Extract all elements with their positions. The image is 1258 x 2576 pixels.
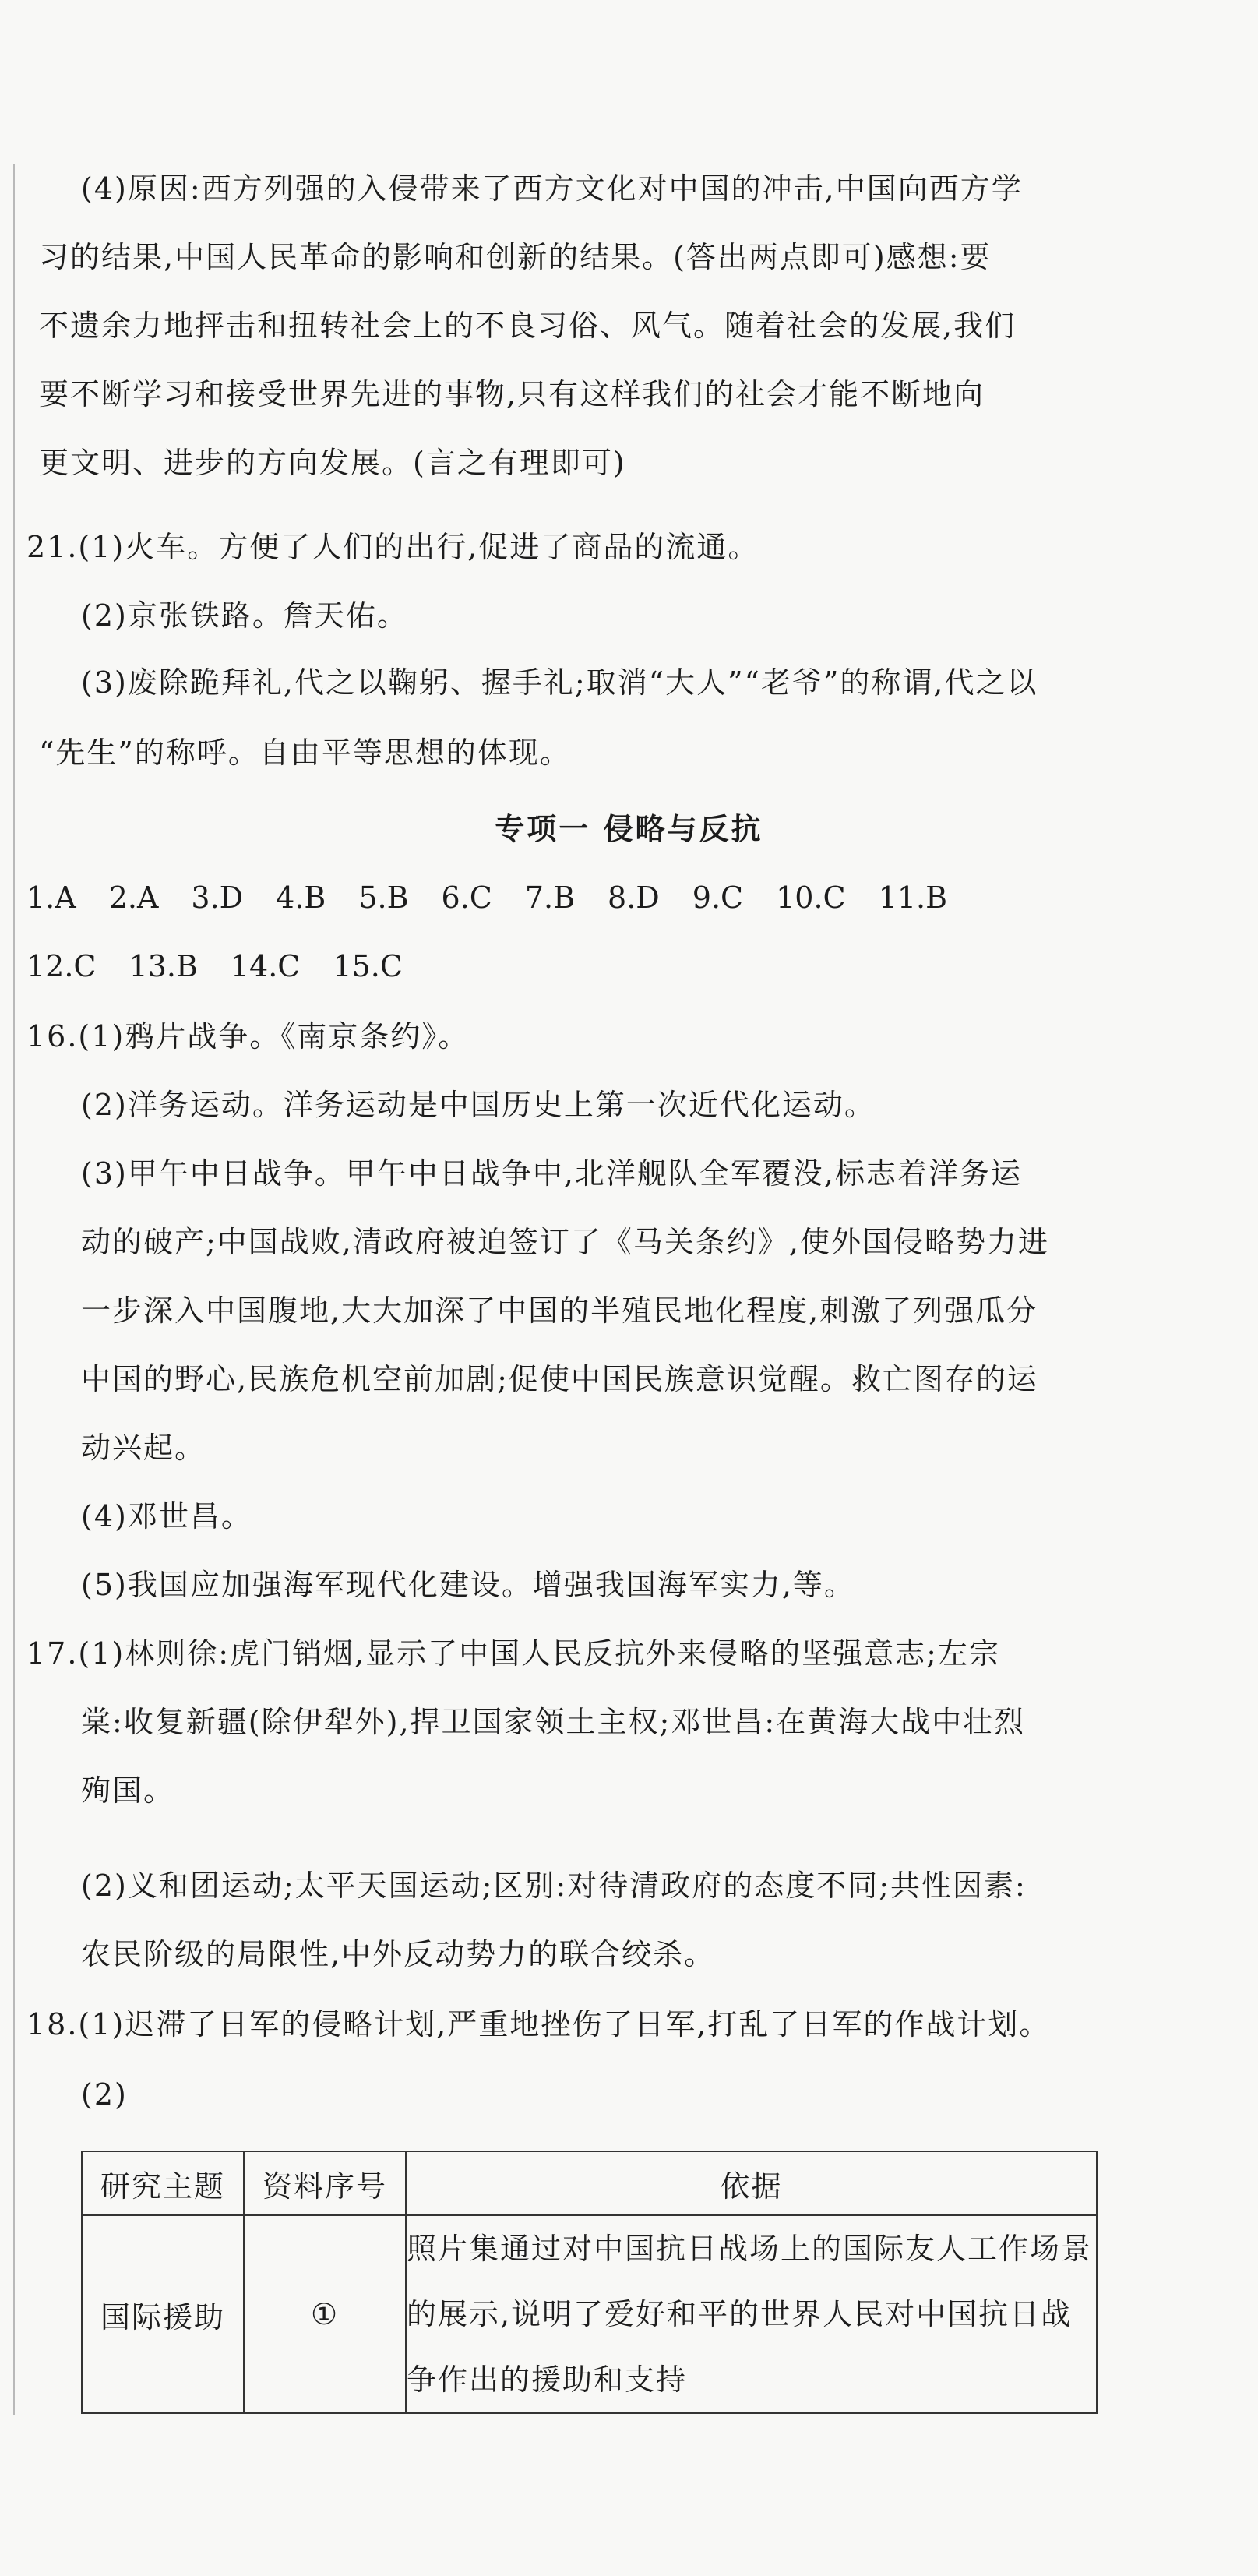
cell-basis: 照片集通过对中国抗日战场上的国际友人工作场景的展示,说明了爱好和平的世界人民对中国抗日战争作出的援助和支持 <box>406 2215 1097 2413</box>
answer-line: (3)废除跪拜礼,代之以鞠躬、握手礼;取消“大人”“老爷”的称谓,代之以 <box>81 665 1038 700</box>
choice-answer: 13.B <box>129 949 198 983</box>
answer-line: (4)邓世昌。 <box>81 1499 252 1533</box>
choice-answer: 11.B <box>878 880 947 915</box>
answer-line: 中国的野心,民族危机空前加剧;促使中国民族意识觉醒。救亡图存的运 <box>81 1362 1038 1396</box>
choice-answer: 14.C <box>230 949 301 983</box>
table-row <box>82 2215 1097 2413</box>
answer-line: 农民阶级的局限性,中外反动势力的联合绞杀。 <box>81 1937 716 1971</box>
choice-answer: 3.D <box>191 880 244 915</box>
choice-answers-row-2 <box>26 947 435 985</box>
answer-line: 不遗余力地抨击和扭转社会上的不良习俗、风气。随着社会的发展,我们 <box>39 309 1017 343</box>
table-header-row <box>82 2151 1097 2215</box>
answer-line: 动兴起。 <box>81 1431 206 1465</box>
answer-line: 一步深入中国腹地,大大加深了中国的半殖民地化程度,刺激了列强瓜分 <box>81 1293 1038 1328</box>
choice-answer: 4.B <box>276 880 326 915</box>
section-heading: 专项一 侵略与反抗 <box>495 812 763 846</box>
answer-line: 殉国。 <box>81 1773 175 1808</box>
header-basis: 依据 <box>406 2151 1097 2215</box>
question-21-answer: 21.(1)火车。方便了人们的出行,促进了商品的流通。 <box>26 530 759 564</box>
answer-line: (3)甲午中日战争。甲午中日战争中,北洋舰队全军覆没,标志着洋务运 <box>81 1156 1022 1191</box>
answer-line: (5)我国应加强海军现代化建设。增强我国海军实力,等。 <box>81 1568 855 1602</box>
choice-answer: 9.C <box>692 880 744 915</box>
choice-answer: 10.C <box>776 880 846 915</box>
header-theme: 研究主题 <box>82 2151 244 2215</box>
choice-answer: 2.A <box>108 880 159 915</box>
cell-number: ① <box>244 2215 406 2413</box>
answer-line: (2)洋务运动。洋务运动是中国历史上第一次近代化运动。 <box>81 1088 876 1122</box>
choice-answer: 7.B <box>524 880 576 915</box>
answer-line: 习的结果,中国人民革命的影响和创新的结果。(答出两点即可)感想:要 <box>39 240 992 274</box>
research-table <box>81 2151 1098 2414</box>
choice-answers-row-1 <box>26 879 980 916</box>
answer-line: 要不断学习和接受世界先进的事物,只有这样我们的社会才能不断地向 <box>39 377 985 411</box>
cell-theme: 国际援助 <box>82 2215 244 2413</box>
answer-line: 棠:收复新疆(除伊犁外),捍卫国家领土主权;邓世昌:在黄海大战中壮烈 <box>81 1705 1026 1739</box>
answer-line: “先生”的称呼。自由平等思想的体现。 <box>39 736 571 770</box>
choice-answer: 6.C <box>441 880 492 915</box>
answer-line: (2)京张铁路。詹天佑。 <box>81 598 408 633</box>
answer-line: (4)原因:西方列强的入侵带来了西方文化对中国的冲击,中国向西方学 <box>81 171 1023 206</box>
answer-line: (2)义和团运动;太平天国运动;区别:对待清政府的态度不同;共性因素: <box>81 1868 1027 1903</box>
question-16-answer: 16.(1)鸦片战争。《南京条约》。 <box>26 1019 470 1053</box>
header-number: 资料序号 <box>244 2151 406 2215</box>
choice-answer: 12.C <box>26 949 97 983</box>
choice-answer: 5.B <box>358 880 409 915</box>
answer-line: 动的破产;中国战败,清政府被迫签订了《马关条约》,使外国侵略势力进 <box>81 1225 1049 1259</box>
question-17-answer: 17.(1)林则徐:虎门销烟,显示了中国人民反抗外来侵略的坚强意志;左宗 <box>26 1636 1000 1671</box>
choice-answer: 8.D <box>608 880 660 915</box>
answer-line: 更文明、进步的方向发展。(言之有理即可) <box>39 446 626 480</box>
margin-rule <box>13 164 15 2415</box>
choice-answer: 1.A <box>26 880 76 915</box>
question-18-answer: 18.(1)迟滞了日军的侵略计划,严重地挫伤了日军,打乱了日军的作战计划。 <box>26 2007 1051 2041</box>
choice-answer: 15.C <box>333 949 403 983</box>
answer-line: (2) <box>81 2077 128 2112</box>
